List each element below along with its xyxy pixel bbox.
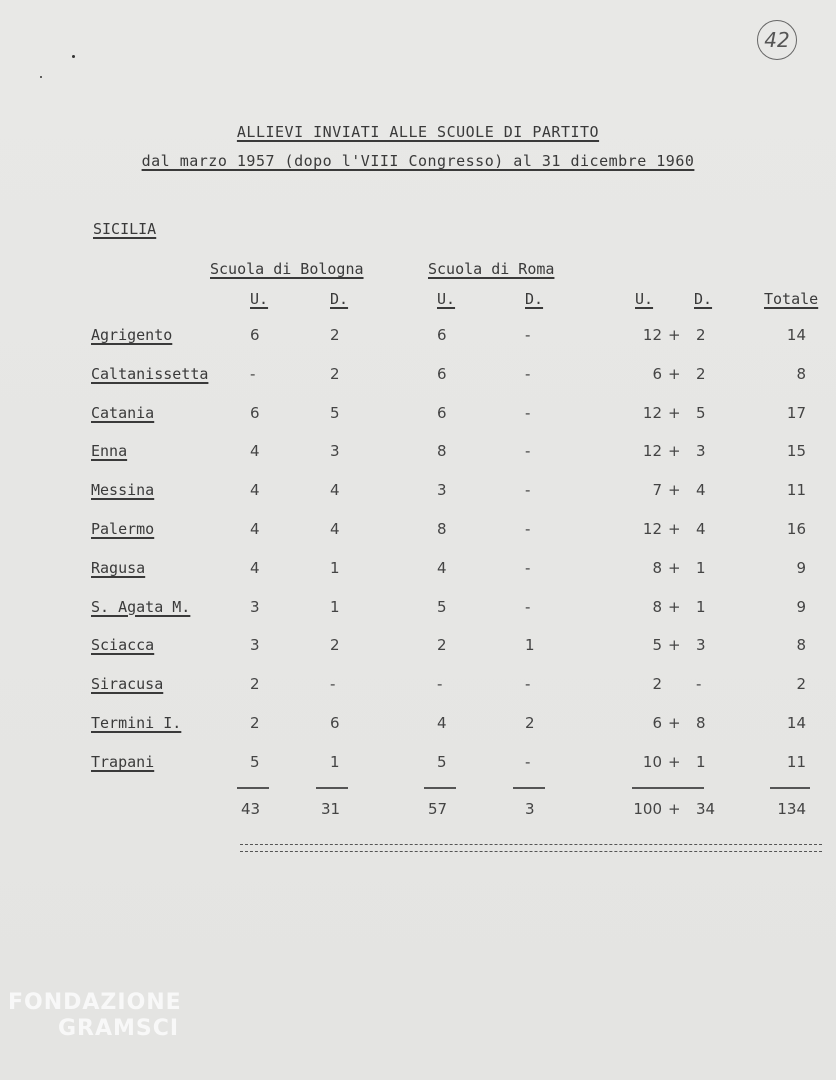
bologna-u-value: 4 xyxy=(250,520,260,538)
sum-d-value: 1 xyxy=(696,558,706,577)
double-rule xyxy=(240,844,822,852)
sum-d-value: 8 xyxy=(696,714,706,732)
bologna-d-value: - xyxy=(330,675,336,694)
sum-u-value: 8 xyxy=(652,558,662,577)
sum-operator: + xyxy=(668,714,681,732)
sum-d-value: 1 xyxy=(696,597,706,616)
col-header-roma-d: D. xyxy=(525,290,544,308)
watermark-line1: FONDAZIONE xyxy=(8,990,182,1015)
roma-d-value: - xyxy=(525,364,531,383)
sum-d-value: 4 xyxy=(696,481,706,500)
row-total: 11 xyxy=(786,481,806,500)
total-sum-u: 100 xyxy=(633,800,662,818)
bologna-u-value: 3 xyxy=(250,597,260,616)
sum-rule xyxy=(513,787,545,789)
row-total: 15 xyxy=(786,442,806,461)
row-total: 8 xyxy=(796,636,806,655)
sum-u-value: 6 xyxy=(652,364,662,383)
row-total: 14 xyxy=(786,326,806,344)
page-number: 42 xyxy=(757,20,797,60)
bologna-d-value: 3 xyxy=(330,442,340,461)
sum-operator: + xyxy=(668,636,681,655)
group-header-bologna: Scuola di Bologna xyxy=(210,260,364,278)
sum-u-value: 12 xyxy=(642,520,662,538)
col-header-sum-u: U. xyxy=(635,290,654,308)
roma-u-value: 5 xyxy=(437,752,447,771)
row-total: 8 xyxy=(796,364,806,383)
bologna-d-value: 2 xyxy=(330,636,340,655)
ink-speck xyxy=(40,76,42,78)
table-row xyxy=(0,753,836,777)
region-heading: SICILIA xyxy=(93,220,157,238)
bologna-d-value: 4 xyxy=(330,520,340,538)
col-header-bologna-d: D. xyxy=(330,290,349,308)
bologna-u-value: 2 xyxy=(250,675,260,694)
sum-d-value: 3 xyxy=(696,442,706,461)
table-row xyxy=(0,675,836,699)
table-row xyxy=(0,520,836,544)
row-total: 17 xyxy=(786,403,806,422)
bologna-d-value: 2 xyxy=(330,364,340,383)
col-header-roma-u: U. xyxy=(437,290,456,308)
sum-rule xyxy=(237,787,269,789)
table-row xyxy=(0,442,836,466)
roma-u-value: - xyxy=(437,675,443,694)
bologna-u-value: 4 xyxy=(250,481,260,500)
total-roma-u: 57 xyxy=(428,800,448,818)
bologna-d-value: 1 xyxy=(330,597,340,616)
sum-operator: + xyxy=(668,520,681,538)
sum-operator: + xyxy=(668,481,681,500)
bologna-u-value: 3 xyxy=(250,636,260,655)
col-header-total: Totale xyxy=(764,290,819,308)
province-name: Caltanissetta xyxy=(91,364,209,383)
col-header-bologna-u: U. xyxy=(250,290,269,308)
table-row xyxy=(0,365,836,389)
bologna-u-value: 4 xyxy=(250,558,260,577)
document-title: ALLIEVI INVIATI ALLE SCUOLE DI PARTITO xyxy=(236,123,600,141)
archive-watermark xyxy=(8,990,182,1042)
sum-u-value: 7 xyxy=(652,481,662,500)
sum-u-value: 6 xyxy=(652,714,662,732)
roma-u-value: 8 xyxy=(437,442,447,461)
sum-d-value: 2 xyxy=(696,364,706,383)
province-name: Messina xyxy=(91,481,155,500)
roma-u-value: 3 xyxy=(437,481,447,500)
bologna-d-value: 2 xyxy=(330,326,340,344)
table-row xyxy=(0,481,836,505)
sum-d-value: 5 xyxy=(696,403,706,422)
bologna-u-value: 5 xyxy=(250,752,260,771)
province-name: S. Agata M. xyxy=(91,597,191,616)
sum-d-value: - xyxy=(696,675,702,694)
sum-d-value: 1 xyxy=(696,752,706,771)
bologna-d-value: 1 xyxy=(330,752,340,771)
total-bologna-d: 31 xyxy=(321,800,341,818)
sum-d-value: 3 xyxy=(696,636,706,655)
row-total: 2 xyxy=(796,675,806,694)
province-name: Trapani xyxy=(91,752,155,771)
roma-d-value: - xyxy=(525,752,531,771)
roma-u-value: 6 xyxy=(437,403,447,422)
roma-u-value: 6 xyxy=(437,364,447,383)
col-header-sum-d: D. xyxy=(694,290,713,308)
totals-row xyxy=(0,800,836,824)
province-name: Palermo xyxy=(91,520,155,538)
table-row xyxy=(0,404,836,428)
sum-operator: + xyxy=(668,442,681,461)
sum-u-value: 2 xyxy=(652,675,662,694)
sum-rule xyxy=(424,787,456,789)
sum-u-value: 8 xyxy=(652,597,662,616)
bologna-u-value: 6 xyxy=(250,326,260,344)
bologna-d-value: 1 xyxy=(330,558,340,577)
bologna-u-value: 2 xyxy=(250,714,260,732)
row-total: 14 xyxy=(786,714,806,732)
row-total: 9 xyxy=(796,558,806,577)
table-row xyxy=(0,636,836,660)
sum-u-value: 12 xyxy=(642,326,662,344)
province-name: Ragusa xyxy=(91,558,146,577)
province-name: Enna xyxy=(91,442,128,461)
sum-rule xyxy=(316,787,348,789)
roma-u-value: 6 xyxy=(437,326,447,344)
roma-u-value: 2 xyxy=(437,636,447,655)
row-total: 16 xyxy=(786,520,806,538)
bologna-d-value: 4 xyxy=(330,481,340,500)
total-sum-op: + xyxy=(668,800,681,818)
sum-u-value: 12 xyxy=(642,403,662,422)
table-row xyxy=(0,559,836,583)
bologna-d-value: 5 xyxy=(330,403,340,422)
sum-u-value: 5 xyxy=(652,636,662,655)
sum-operator: + xyxy=(668,364,681,383)
sum-d-value: 2 xyxy=(696,326,706,344)
roma-d-value: 2 xyxy=(525,714,535,732)
roma-d-value: - xyxy=(525,520,531,538)
roma-d-value: - xyxy=(525,326,531,344)
sum-operator: + xyxy=(668,558,681,577)
roma-u-value: 4 xyxy=(437,714,447,732)
bologna-d-value: 6 xyxy=(330,714,340,732)
ink-speck xyxy=(72,55,75,58)
sum-u-value: 10 xyxy=(642,752,662,771)
sum-operator: + xyxy=(668,326,681,344)
sum-rule xyxy=(770,787,810,789)
roma-d-value: - xyxy=(525,675,531,694)
bologna-u-value: - xyxy=(250,364,256,383)
sum-operator: + xyxy=(668,752,681,771)
sum-u-value: 12 xyxy=(642,442,662,461)
roma-d-value: - xyxy=(525,403,531,422)
row-total: 9 xyxy=(796,597,806,616)
roma-d-value: 1 xyxy=(525,636,535,655)
bologna-u-value: 6 xyxy=(250,403,260,422)
grand-total: 134 xyxy=(777,800,806,818)
roma-d-value: - xyxy=(525,481,531,500)
sum-d-value: 4 xyxy=(696,520,706,538)
province-name: Siracusa xyxy=(91,675,164,694)
province-name: Agrigento xyxy=(91,326,173,344)
roma-d-value: - xyxy=(525,558,531,577)
bologna-u-value: 4 xyxy=(250,442,260,461)
sum-rule xyxy=(632,787,704,789)
total-bologna-u: 43 xyxy=(241,800,261,818)
watermark-line2: GRAMSCI xyxy=(58,1016,180,1041)
group-header-roma: Scuola di Roma xyxy=(428,260,555,278)
table-row xyxy=(0,326,836,350)
province-name: Termini I. xyxy=(91,714,182,732)
sum-operator: + xyxy=(668,597,681,616)
document-subtitle: dal marzo 1957 (dopo l'VIII Congresso) al 31 dicembre 1960 xyxy=(141,152,695,170)
roma-u-value: 5 xyxy=(437,597,447,616)
province-name: Sciacca xyxy=(91,636,155,655)
roma-d-value: - xyxy=(525,442,531,461)
sum-operator: + xyxy=(668,403,681,422)
total-roma-d: 3 xyxy=(525,800,535,818)
table-row xyxy=(0,714,836,738)
roma-u-value: 8 xyxy=(437,520,447,538)
roma-d-value: - xyxy=(525,597,531,616)
roma-u-value: 4 xyxy=(437,558,447,577)
total-sum-d: 34 xyxy=(696,800,716,818)
table-row xyxy=(0,598,836,622)
province-name: Catania xyxy=(91,403,155,422)
row-total: 11 xyxy=(786,752,806,771)
